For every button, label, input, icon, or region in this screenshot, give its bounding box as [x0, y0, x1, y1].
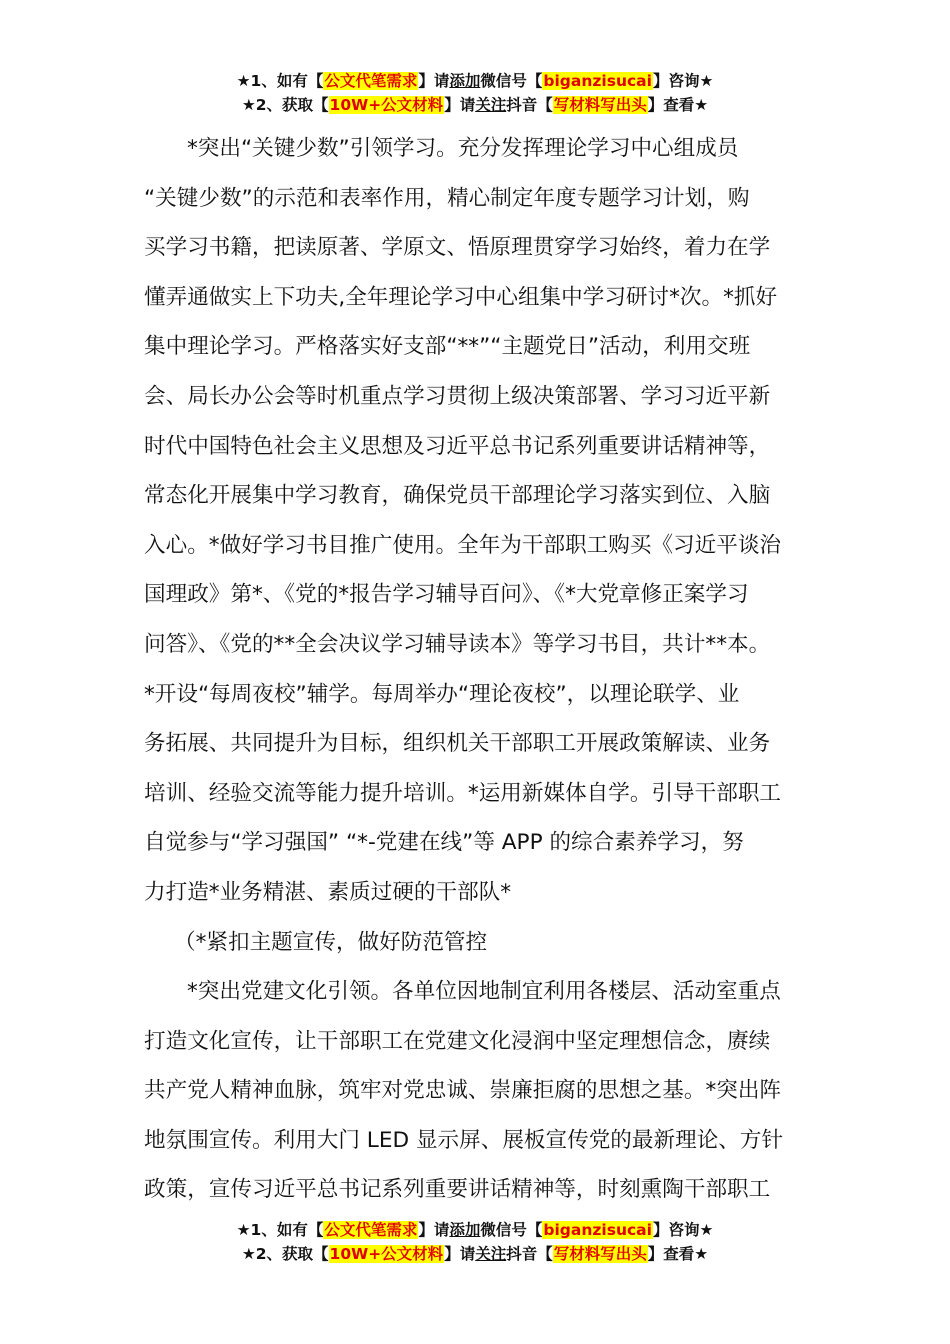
footer-banner	[0, 1218, 950, 1266]
banner-highlight-wechat-id: biganzisucai	[543, 1221, 652, 1239]
body-line: 入心。*做好学习书目推广使用。全年为干部职工购买《习近平谈治	[144, 532, 782, 558]
header-banner	[0, 69, 950, 117]
section-heading: （*紧扣主题宣传，做好防范管控	[174, 929, 488, 955]
header-banner-line-1	[0, 69, 950, 93]
body-line: *突出“关键少数”引领学习。充分发挥理论学习中心组成员	[187, 136, 739, 161]
body-line: 问答》、《党的**全会决议学习辅导读本》等学习书目，共计**本。	[144, 631, 771, 657]
body-line: 自觉参与“学习强国” “*-党建在线”等 APP 的综合素养学习，努	[144, 830, 744, 856]
body-line: 地氛围宣传。利用大门 LED 显示屏、展板宣传党的最新理论、方针	[144, 1127, 784, 1153]
banner-text: ★2、获取【	[241, 1245, 329, 1263]
banner-underlined-text: 关注	[475, 1245, 507, 1263]
banner-text: 】咨询★	[652, 72, 714, 90]
banner-underlined-text: 添加	[449, 72, 481, 90]
banner-text: ★1、如有【	[236, 1221, 324, 1239]
banner-text: 】请	[418, 72, 450, 90]
banner-highlight-wechat-id: biganzisucai	[543, 72, 652, 90]
banner-highlight-douyin-id: 写材料写出头	[553, 1245, 647, 1263]
banner-highlight-service: 公文代笔需求	[324, 1221, 418, 1239]
body-line: 共产党人精神血脉，筑牢对党忠诚、崇廉拒腐的思想之基。*突出阵	[144, 1078, 782, 1104]
banner-highlight-materials: 10W+公文材料	[329, 1245, 444, 1263]
banner-text: 】查看★	[647, 1245, 709, 1263]
footer-banner-line-1	[0, 1218, 950, 1242]
banner-highlight-douyin-id: 写材料写出头	[553, 96, 647, 114]
banner-text: 】请	[418, 1221, 450, 1239]
banner-text: 微信号【	[480, 1221, 543, 1239]
body-line: *突出党建文化引领。各单位因地制宜利用各楼层、活动室重点	[187, 979, 781, 1005]
banner-text: 】咨询★	[652, 1221, 714, 1239]
body-line: *开设“每周夜校”辅学。每周举办“理论夜校”，以理论联学、业	[144, 681, 740, 707]
banner-underlined-text: 关注	[475, 96, 507, 114]
body-line: 务拓展、共同提升为目标，组织机关干部职工开展政策解读、业务	[144, 731, 771, 757]
banner-text: 抖音【	[506, 96, 553, 114]
body-line: 时代中国特色社会主义思想及习近平总书记系列重要讲话精神等，	[144, 433, 771, 459]
body-line: 常态化开展集中学习教育，确保党员干部理论学习落实到位、入脑	[144, 483, 771, 509]
body-line: 会、局长办公会等时机重点学习贯彻上级决策部署、学习习近平新	[144, 383, 771, 409]
body-line: 培训、经验交流等能力提升培训。*运用新媒体自学。引导干部职工	[144, 780, 782, 806]
header-banner-line-2	[0, 93, 950, 117]
banner-text: ★2、获取【	[241, 96, 329, 114]
body-line: 买学习书籍，把读原著、学原文、悟原理贯穿学习始终，着力在学	[144, 235, 771, 261]
banner-text: 微信号【	[480, 72, 543, 90]
banner-text: 】请	[444, 96, 476, 114]
banner-highlight-materials: 10W+公文材料	[329, 96, 444, 114]
banner-underlined-text: 添加	[449, 1221, 481, 1239]
body-line: 力打造*业务精湛、素质过硬的干部队*	[144, 879, 512, 905]
body-line: 政策，宣传习近平总书记系列重要讲话精神等，时刻熏陶干部职工	[144, 1177, 771, 1203]
footer-banner-line-2	[0, 1242, 950, 1266]
banner-text: 】请	[444, 1245, 476, 1263]
body-line: 打造文化宣传，让干部职工在党建文化浸润中坚定理想信念，赓续	[144, 1028, 771, 1054]
banner-text: ★1、如有【	[236, 72, 324, 90]
body-line: 懂弄通做实上下功夫,全年理论学习中心组集中学习研讨*次。*抓好	[144, 284, 778, 310]
body-line: “关键少数”的示范和表率作用，精心制定年度专题学习计划，购	[144, 185, 750, 211]
body-line: 国理政》第*、《党的*报告学习辅导百问》、《*大党章修正案学习	[144, 582, 749, 608]
document-body	[144, 124, 824, 1215]
banner-highlight-service: 公文代笔需求	[324, 72, 418, 90]
banner-text: 抖音【	[506, 1245, 553, 1263]
banner-text: 】查看★	[647, 96, 709, 114]
body-line: 集中理论学习。严格落实好支部“**”“主题党日”活动，利用交班	[144, 334, 751, 360]
